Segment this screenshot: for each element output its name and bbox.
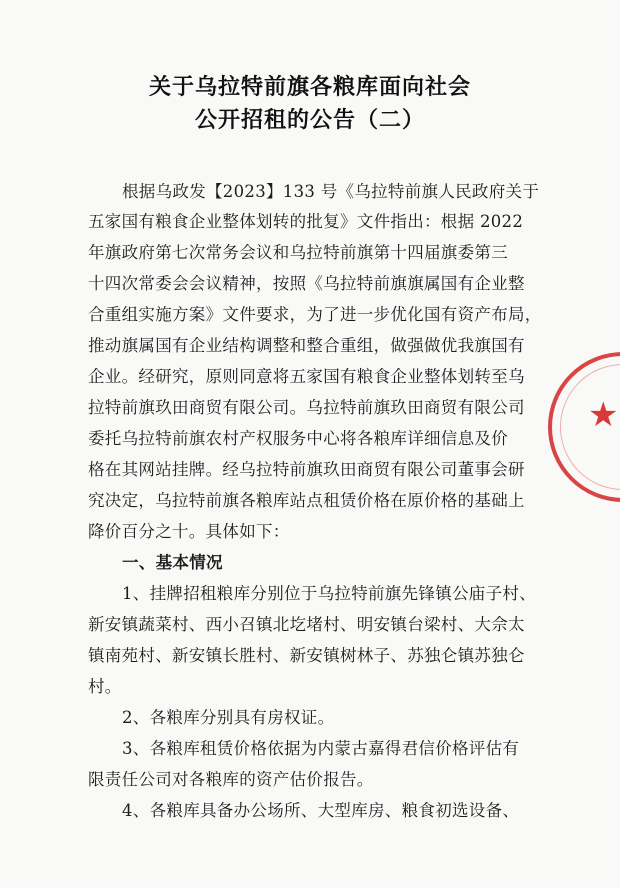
item-3-line-2: 限责任公司对各粮库的资产估价报告。 (88, 770, 374, 789)
paragraph-1-line-1: 根据乌政发【2023】133 号《乌拉特前旗人民政府关于 (122, 182, 540, 201)
section-heading-basic-info: 一、基本情况 (122, 553, 223, 572)
document-title-line-1: 关于乌拉特前旗各粮库面向社会 (148, 75, 471, 100)
paragraph-1-line-11: 究决定，乌拉特前旗各粮库站点租赁价格在原价格的基础上 (88, 491, 525, 510)
paragraph-1-line-6: 推动旗属国有企业结构调整和整合重组，做强做优我旗国有 (88, 336, 525, 355)
item-1-line-4: 村。 (88, 677, 122, 696)
item-1-line-1: 1、挂牌招租粮库分别位于乌拉特前旗先锋镇公庙子村、 (122, 584, 536, 603)
paragraph-1-line-2: 五家国有粮食企业整体划转的批复》文件指出：根据 2022 (88, 212, 524, 231)
item-2: 2、各粮库分别具有房权证。 (122, 708, 335, 727)
paragraph-1-line-9: 委托乌拉特前旗农村产权服务中心将各粮库详细信息及价 (88, 429, 508, 448)
star-icon: ★ (588, 395, 619, 435)
paragraph-1-line-8: 拉特前旗玖田商贸有限公司。乌拉特前旗玖田商贸有限公司 (88, 398, 525, 417)
paragraph-1-line-10: 格在其网站挂牌。经乌拉特前旗玖田商贸有限公司董事会研 (88, 460, 525, 479)
paragraph-1-line-12: 降价百分之十。具体如下： (88, 522, 290, 541)
item-1-line-3: 镇南苑村、新安镇长胜村、新安镇树林子、苏独仑镇苏独仑 (88, 646, 525, 665)
item-3-line-1: 3、各粮库租赁价格依据为内蒙古嘉得君信价格评估有 (122, 739, 520, 758)
paragraph-1-line-5: 合重组实施方案》文件要求，为了进一步优化国有资产布局， (88, 305, 542, 324)
paragraph-1-line-7: 企业。经研究，原则同意将五家国有粮食企业整体划转至乌 (88, 367, 525, 386)
item-4-line-1: 4、各粮库具备办公场所、大型库房、粮食初选设备、 (122, 801, 520, 820)
paragraph-1-line-4: 十四次常委会会议精神，按照《乌拉特前旗旗属国有企业整 (88, 274, 525, 293)
paragraph-1-line-3: 年旗政府第七次常务会议和乌拉特前旗第十四届旗委第三 (88, 243, 508, 262)
document-title-line-2: 公开招租的公告（二） (194, 108, 425, 133)
item-1-line-2: 新安镇蔬菜村、西小召镇北圪堵村、明安镇台梁村、大佘太 (88, 615, 525, 634)
